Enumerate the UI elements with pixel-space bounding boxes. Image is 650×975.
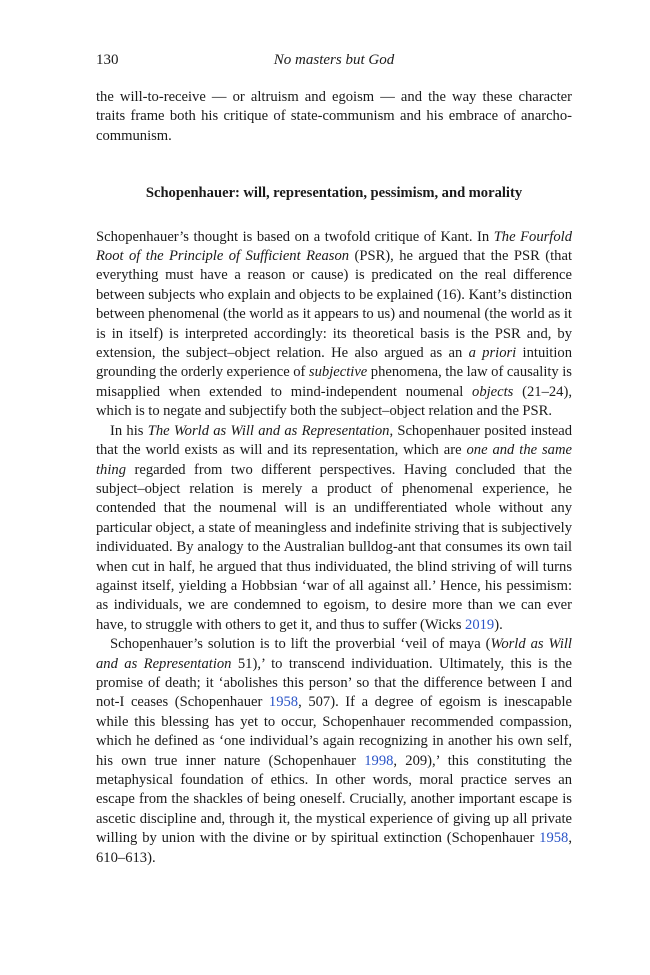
text-run: In his <box>110 422 148 439</box>
text-run: Schopenhauer’s thought is based on a twofold critique of Kant. In <box>96 228 494 245</box>
paragraph-2 <box>96 422 572 635</box>
citation-link-schopenhauer-1958[interactable]: 1958 <box>268 694 299 711</box>
paragraph-3 <box>96 635 572 868</box>
title-italic: World as Will and as Representation <box>96 636 572 672</box>
running-head <box>96 50 572 70</box>
text-run: , 610–613). <box>96 830 572 866</box>
text-run: (PSR), he argued that the PSR (that everything must have a reason or cause) is predicated on the real difference between subjects who explain and objects to be explained (16). Kant’s distinction between phenomenal (the world as it appears to us) and noumenal (the world as it is in itself) is interpreted accordingly: its theoretical basis is the PSR and, by extension, the subject–object relation. He also argued as an <box>96 248 572 362</box>
title-italic: The Fourfold Root of the Principle of Sufficient Reason <box>96 228 572 265</box>
paragraph-1 <box>96 228 572 422</box>
citation-link-wicks-2019[interactable]: 2019 <box>465 616 495 633</box>
title-italic: The World as Will and as Representation <box>147 422 390 439</box>
term-italic: subjective <box>308 364 368 381</box>
text-run: ). <box>494 616 503 633</box>
text-run: 51),’ to transcend individuation. Ultimately, this is the promise of death; it ‘abolishes this person’ so that the difference between I and not-I ceases (Schopenhauer <box>96 655 572 711</box>
citation-link-schopenhauer-1998[interactable]: 1998 <box>364 752 394 769</box>
page-number: 130 <box>96 52 119 68</box>
body-text <box>96 88 572 868</box>
text-run: (21–24), which is to negate and subjectify both the subject–object relation and the PSR. <box>96 383 572 420</box>
term-italic: a priori <box>468 345 517 362</box>
text-run: , 209),’ this constituting the metaphysical foundation of ethics. In other words, moral practice serves an escape from the shackles of being oneself. Crucially, another important escape is ascetic discipline and, through it, the mystical experience of giving up all private willing by union with the divine or by spiritual extinction (Schopenhauer <box>96 752 572 847</box>
text-run: regarded from two different perspectives. Having concluded that the subject–object relation is merely a product of phenomenal experience, he contended that the noumenal will is an undifferentiated whole without any particular object, a state of meaningless and indefinite striving that is subjectively individuated. By analogy to the Australian bulldog-ant that consumes its own tail when cut in half, he argued that thus individuated, the blind striving of will turns against itself, yielding a Hobbsian ‘war of all against all.’ Hence, his pessimism: as individuals, we are condemned to egoism, to desire more than we can ever have, to struggle with others to get it, and thus to suffer (Wicks <box>96 461 572 633</box>
text-run: , 507). If a degree of egoism is inescapable while this blessing has yet to occur, Schopenhauer recommended compassion, which he defined as ‘one individual’s again recognizing in another his own self, his own true inner nature (Schopenhauer <box>96 694 572 769</box>
paragraph-continued: the will-to-receive — or altruism and egoism — and the way these character traits frame both his critique of state-communism and his embrace of anarcho-communism. <box>96 89 572 144</box>
text-run: intuition grounding the orderly experience of <box>96 345 572 381</box>
text-run: Schopenhauer’s solution is to lift the proverbial ‘veil of maya ( <box>110 636 491 653</box>
text-run: phenomena, the law of causality is misapplied when extended to mind-independent noumenal <box>96 364 572 400</box>
citation-link-schopenhauer-1958-b[interactable]: 1958 <box>539 830 569 847</box>
running-title: No masters but God <box>273 52 395 68</box>
term-italic: one and the same thing <box>96 442 572 478</box>
term-italic: objects <box>472 383 514 400</box>
section-heading: Schopenhauer: will, representation, pessimism, and morality <box>145 185 523 202</box>
text-run: , Schopenhauer posited instead that the world exists as will and its representation, which are <box>96 422 573 459</box>
